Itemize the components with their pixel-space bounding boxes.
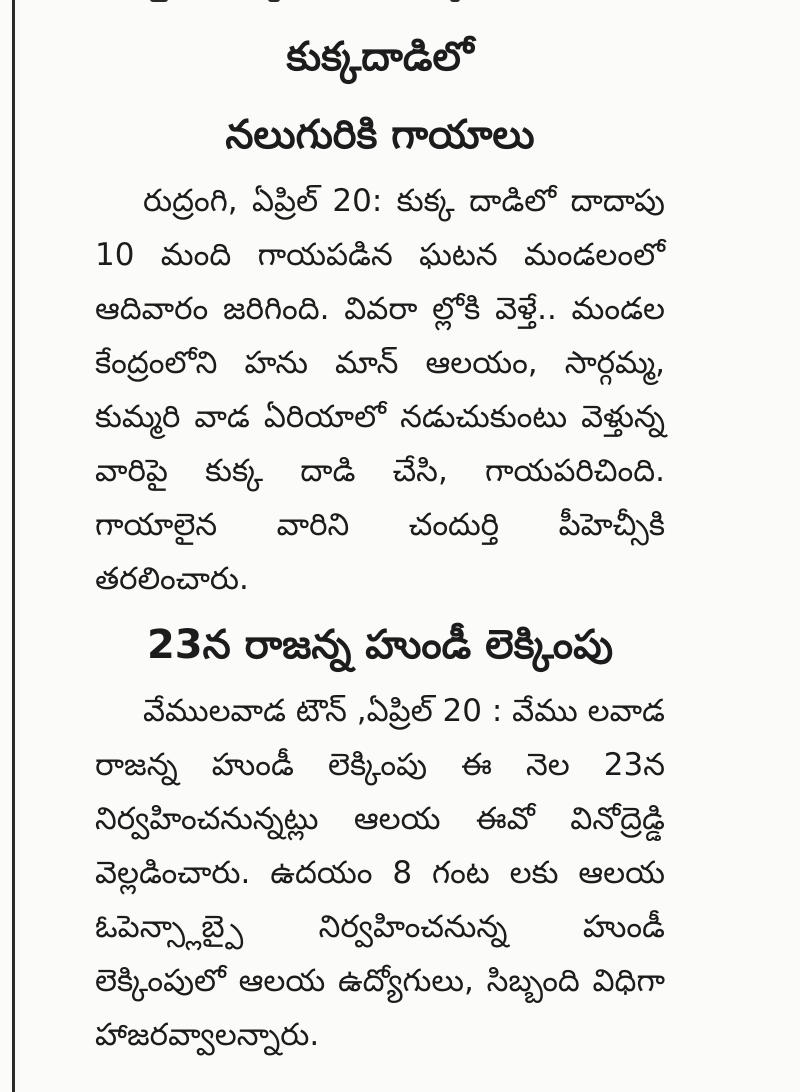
cut-off-text-fragment: [150, 0, 670, 8]
article-dog-attack: [95, 18, 665, 606]
column-rule: [12, 0, 15, 1092]
article-body-text: వేములవాడ టౌన్ ,ఏప్రిల్ 20 : వేము లవాడ రాజన్న హుండీ లెక్కింపు ఈ నెల 23న నిర్వహించనున్నట్లు ఆలయ ఈవో వినోద్రెడ్డి వెల్లడించారు. ఉదయం 8 గంట లకు ఆలయ ఓపెన్స్లాబ్పై నిర్వహించనున్న హుండీ లెక్కింపులో ఆలయ ఉద్యోగులు, సిబ్బంది విధిగా హాజరవ్వాలన్నారు.: [95, 693, 665, 1053]
article-headline-line-1: కుక్కదాడిలో: [286, 34, 474, 80]
article-body-text: రుద్రంగి, ఏప్రిల్ 20: కుక్క దాడిలో దాదాపు 10 మంది గాయపడిన ఘటన మండలంలో ఆదివారం జరిగింది. వివరా ల్లోకి వెళ్తే.. మండల కేంద్రంలోని హను మాన్ ఆలయం, సార్గమ్మ, కుమ్మరి వాడ ఏరియాలో నడుచుకుంటు వెళ్తున్న వారిపై కుక్క దాడి చేసి, గాయపరిచింది. గాయాలైన వారిని చందుర్తి పీహెచ్సీకి తరలించారు.: [95, 183, 665, 597]
article-body: [95, 684, 665, 1062]
article-headline: 23న రాజన్న హుండీ లెక్కింపు: [146, 622, 614, 668]
article-hundi-counting: [95, 606, 665, 1062]
article-headline-line-2: నలుగురికి గాయాలు: [225, 112, 535, 158]
article-body: [95, 174, 665, 606]
